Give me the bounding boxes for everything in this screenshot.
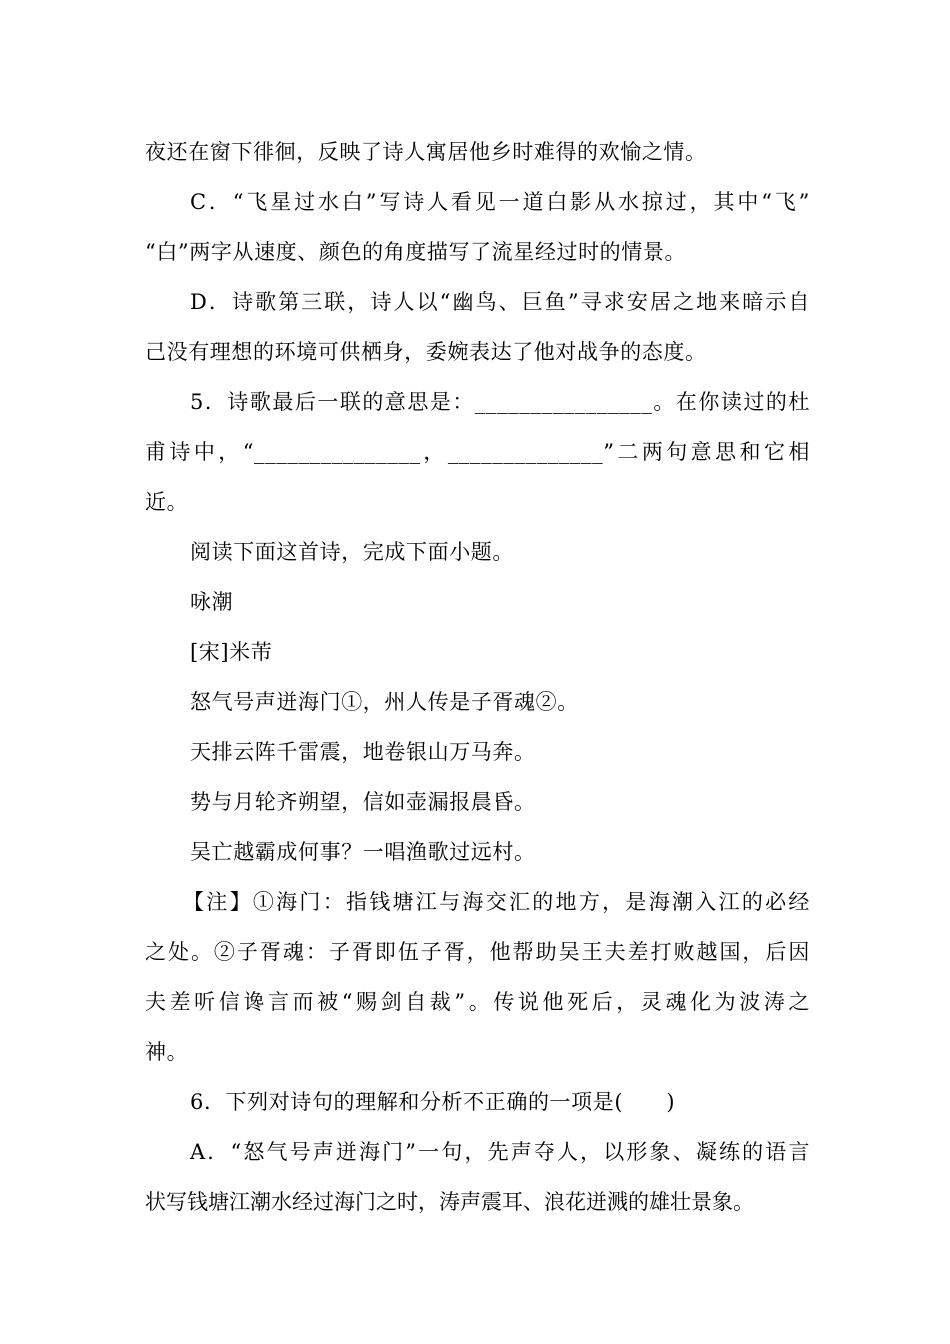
text-line: 神。 — [145, 1040, 189, 1064]
option-c-line: C．“飞星过水白”写诗人看见一道白影从水掠过，其中“飞” — [190, 190, 810, 214]
poem-author: [宋]米芾 — [190, 640, 273, 664]
poem-line: 怒气号声迸海门①，州人传是子胥魂②。 — [190, 690, 579, 714]
question-6-line: 6．下列对诗句的理解和分析不正确的一项是( ) — [190, 1090, 676, 1114]
poem-line: 天排云阵千雷震，地卷银山万马奔。 — [190, 740, 536, 764]
text-line: 甫诗中，“_______________，______________”二两句意思和它相 — [145, 440, 810, 464]
option-a-line: A．“怒气号声迸海门”一句，先声夺人，以形象、凝练的语言 — [190, 1140, 810, 1164]
poem-title: 咏潮 — [190, 590, 234, 614]
option-d-line: D．诗歌第三联，诗人以“幽鸟、巨鱼”寻求安居之地来暗示自 — [190, 290, 810, 314]
text-line: 之处。②子胥魂：子胥即伍子胥，他帮助吴王夫差打败越国，后因 — [145, 940, 810, 964]
text-line: 己没有理想的环境可供栖身，委婉表达了他对战争的态度。 — [145, 340, 707, 364]
poem-line: 势与月轮齐朔望，信如壶漏报晨昏。 — [190, 790, 536, 814]
poem-line: 吴亡越霸成何事？一唱渔歌过远村。 — [190, 840, 536, 864]
reading-instruction: 阅读下面这首诗，完成下面小题。 — [190, 540, 514, 564]
text-line: 夜还在窗下徘徊，反映了诗人寓居他乡时难得的欢愉之情。 — [145, 140, 707, 164]
note-line: 【注】①海门：指钱塘江与海交汇的地方，是海潮入江的必经 — [183, 890, 810, 914]
text-line: 夫差听信谗言而被“赐剑自裁”。传说他死后，灵魂化为波涛之 — [145, 990, 810, 1014]
question-5-line: 5．诗歌最后一联的意思是：________________。在你读过的杜 — [190, 390, 810, 414]
text-line: 状写钱塘江潮水经过海门之时，涛声震耳、浪花迸溅的雄壮景象。 — [145, 1190, 754, 1214]
text-line: 近。 — [145, 490, 189, 514]
text-line: “白”两字从速度、颜色的角度描写了流星经过时的情景。 — [145, 240, 687, 264]
